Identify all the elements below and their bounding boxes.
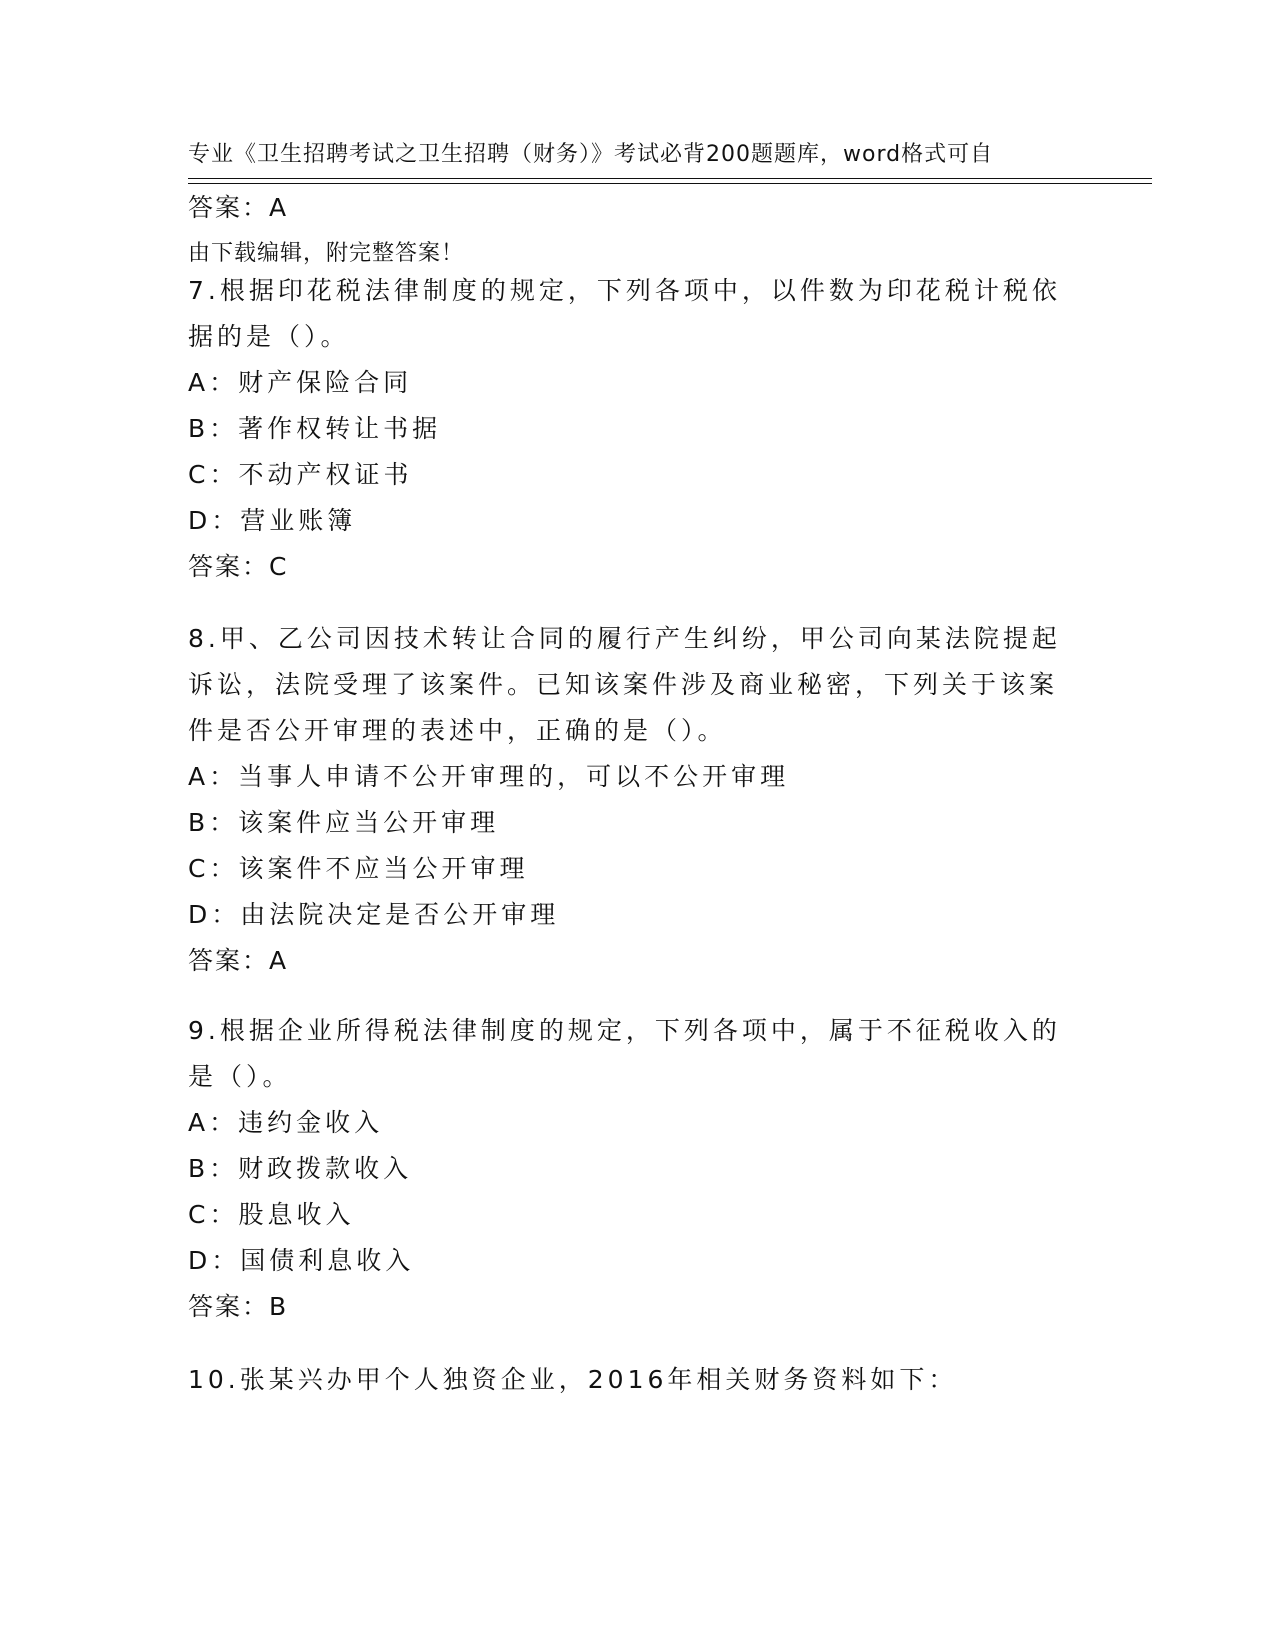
header-line-1: 专业《卫生招聘考试之卫生招聘（财务）》考试必背200题题库，word格式可自 xyxy=(188,142,994,167)
question-8 xyxy=(188,616,1068,984)
option-b: B：著作权转让书据 xyxy=(188,414,442,443)
option-d: D：由法院决定是否公开审理 xyxy=(188,900,560,929)
answer-text: 答案：A xyxy=(188,946,289,975)
option-c: C：股息收入 xyxy=(188,1200,355,1229)
answer-text: 答案：B xyxy=(188,1292,289,1321)
option-a: A：当事人申请不公开审理的，可以不公开审理 xyxy=(188,762,790,791)
question-stem-line: 10.张某兴办甲个人独资企业，2016年相关财务资料如下： xyxy=(188,1365,958,1394)
option-c: C：不动产权证书 xyxy=(188,460,413,489)
answer-text: 答案：A xyxy=(188,193,289,222)
option-d: D：国债利息收入 xyxy=(188,1246,415,1275)
question-stem-line: 诉讼，法院受理了该案件。已知该案件涉及商业秘密，下列关于该案 xyxy=(188,670,1059,699)
previous-answer xyxy=(188,185,1068,231)
option-c: C：该案件不应当公开审理 xyxy=(188,854,529,883)
question-stem-line: 8.甲、乙公司因技术转让合同的履行产生纠纷，甲公司向某法院提起 xyxy=(188,624,1061,653)
question-stem-line: 件是否公开审理的表述中，正确的是（）。 xyxy=(188,716,727,745)
option-b: B：财政拨款收入 xyxy=(188,1154,413,1183)
header-line-2: 由下载编辑，附完整答案！ xyxy=(188,241,465,266)
option-d: D：营业账簿 xyxy=(188,506,357,535)
question-stem-line: 是（）。 xyxy=(188,1062,292,1091)
header-divider-bottom xyxy=(188,183,1152,184)
question-9 xyxy=(188,1008,1068,1330)
question-stem-line: 9.根据企业所得税法律制度的规定，下列各项中，属于不征税收入的 xyxy=(188,1016,1061,1045)
option-b: B：该案件应当公开审理 xyxy=(188,808,500,837)
question-7 xyxy=(188,268,1068,590)
option-a: A：违约金收入 xyxy=(188,1108,384,1137)
question-10 xyxy=(188,1357,1068,1403)
answer-text: 答案：C xyxy=(188,552,289,581)
question-stem-line: 据的是（）。 xyxy=(188,322,350,351)
header-divider-top xyxy=(188,178,1152,179)
option-a: A：财产保险合同 xyxy=(188,368,413,397)
question-stem-line: 7.根据印花税法律制度的规定，下列各项中，以件数为印花税计税依 xyxy=(188,276,1061,305)
